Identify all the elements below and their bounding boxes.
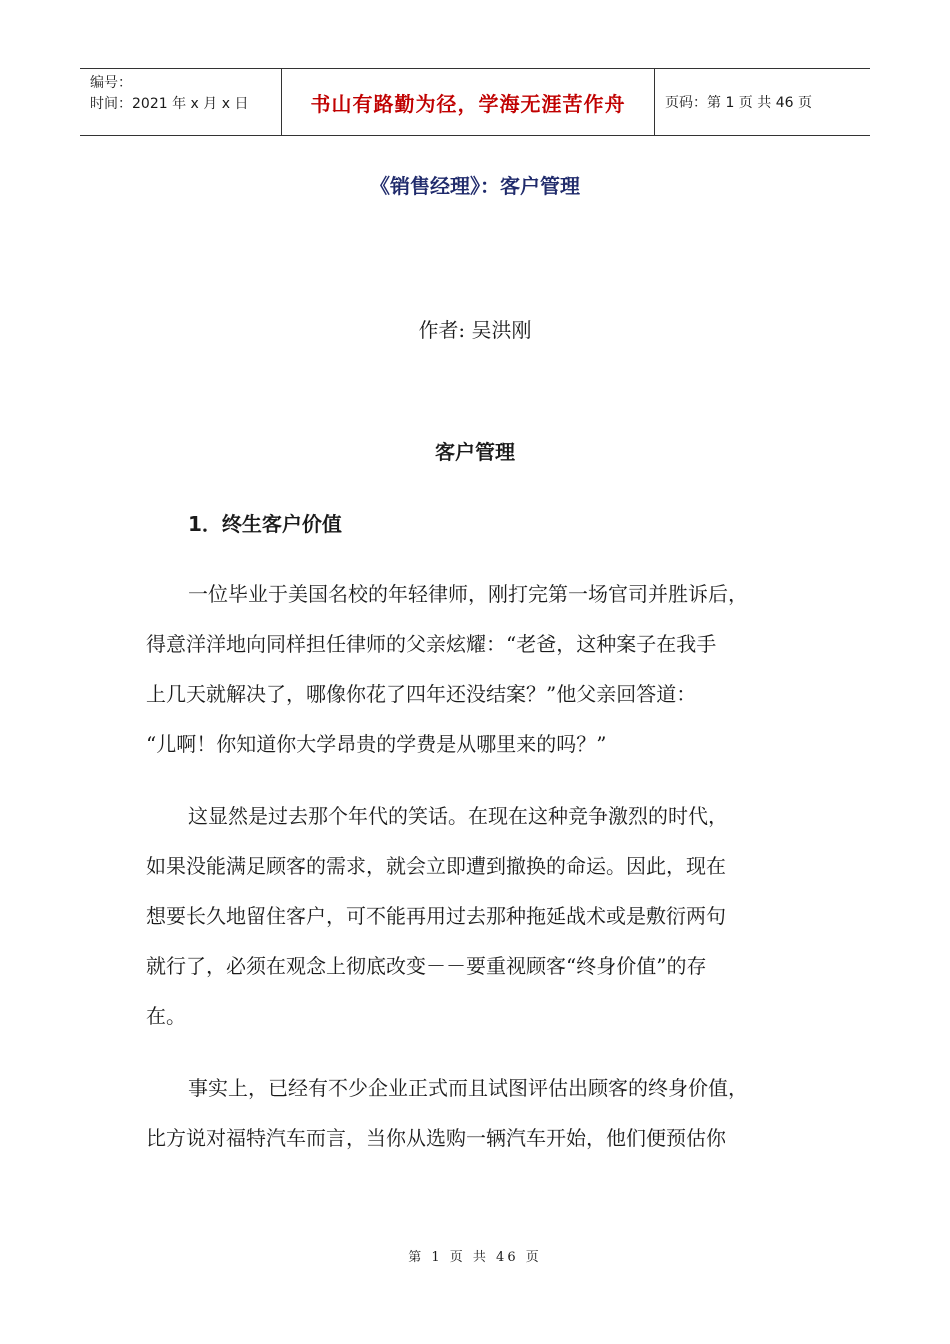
header-meta-cell — [80, 69, 281, 135]
paragraph-line: 一位毕业于美国名校的年轻律师，刚打完第一场官司并胜诉后， — [188, 582, 748, 606]
header-page-cell — [655, 69, 870, 135]
paragraph-line: “儿啊！你知道你大学昂贵的学费是从哪里来的吗？” — [146, 732, 607, 756]
paragraph-line: 想要长久地留住客户，可不能再用过去那种拖延战术或是敷衍两句 — [146, 904, 726, 928]
paragraph-line: 事实上，已经有不少企业正式而且试图评估出顾客的终身价值， — [188, 1076, 748, 1100]
paragraph-2 — [146, 791, 810, 1041]
paragraph-line: 比方说对福特汽车而言，当你从选购一辆汽车开始，他们便预估你 — [146, 1126, 726, 1150]
motto-text: 书山有路勤为径，学海无涯苦作舟 — [310, 91, 626, 116]
paragraph-line: 这显然是过去那个年代的笑话。在现在这种竞争激烈的时代， — [188, 804, 728, 828]
number-label: 编号： — [90, 75, 132, 91]
header-motto-cell — [281, 69, 655, 135]
paragraph-3 — [146, 1063, 810, 1163]
date-label: 时间：2021 年 x 月 x 日 — [90, 96, 249, 112]
page-footer: 第 1 页 共 46 页 — [408, 1250, 542, 1265]
paragraph-line: 如果没能满足顾客的需求，就会立即遭到撤换的命运。因此，现在 — [146, 854, 726, 878]
author-line: 作者: 吴洪刚 — [418, 318, 532, 342]
paragraph-line: 上几天就解决了，哪像你花了四年还没结案？”他父亲回答道： — [146, 682, 697, 706]
page-info: 页码：第 1 页 共 46 页 — [665, 95, 812, 111]
paragraph-line: 在。 — [146, 1004, 186, 1028]
header-table — [80, 68, 870, 136]
paragraph-line: 就行了，必须在观念上彻底改变－－要重视顾客“终身价值”的存 — [146, 954, 707, 978]
section-title: 客户管理 — [435, 440, 515, 464]
paragraph-line: 得意洋洋地向同样担任律师的父亲炫耀：“老爸，这种案子在我手 — [146, 632, 717, 656]
paragraph-1 — [146, 569, 810, 769]
sub-heading: 1．终生客户价值 — [188, 512, 342, 536]
document-title: 《销售经理》：客户管理 — [370, 174, 580, 198]
